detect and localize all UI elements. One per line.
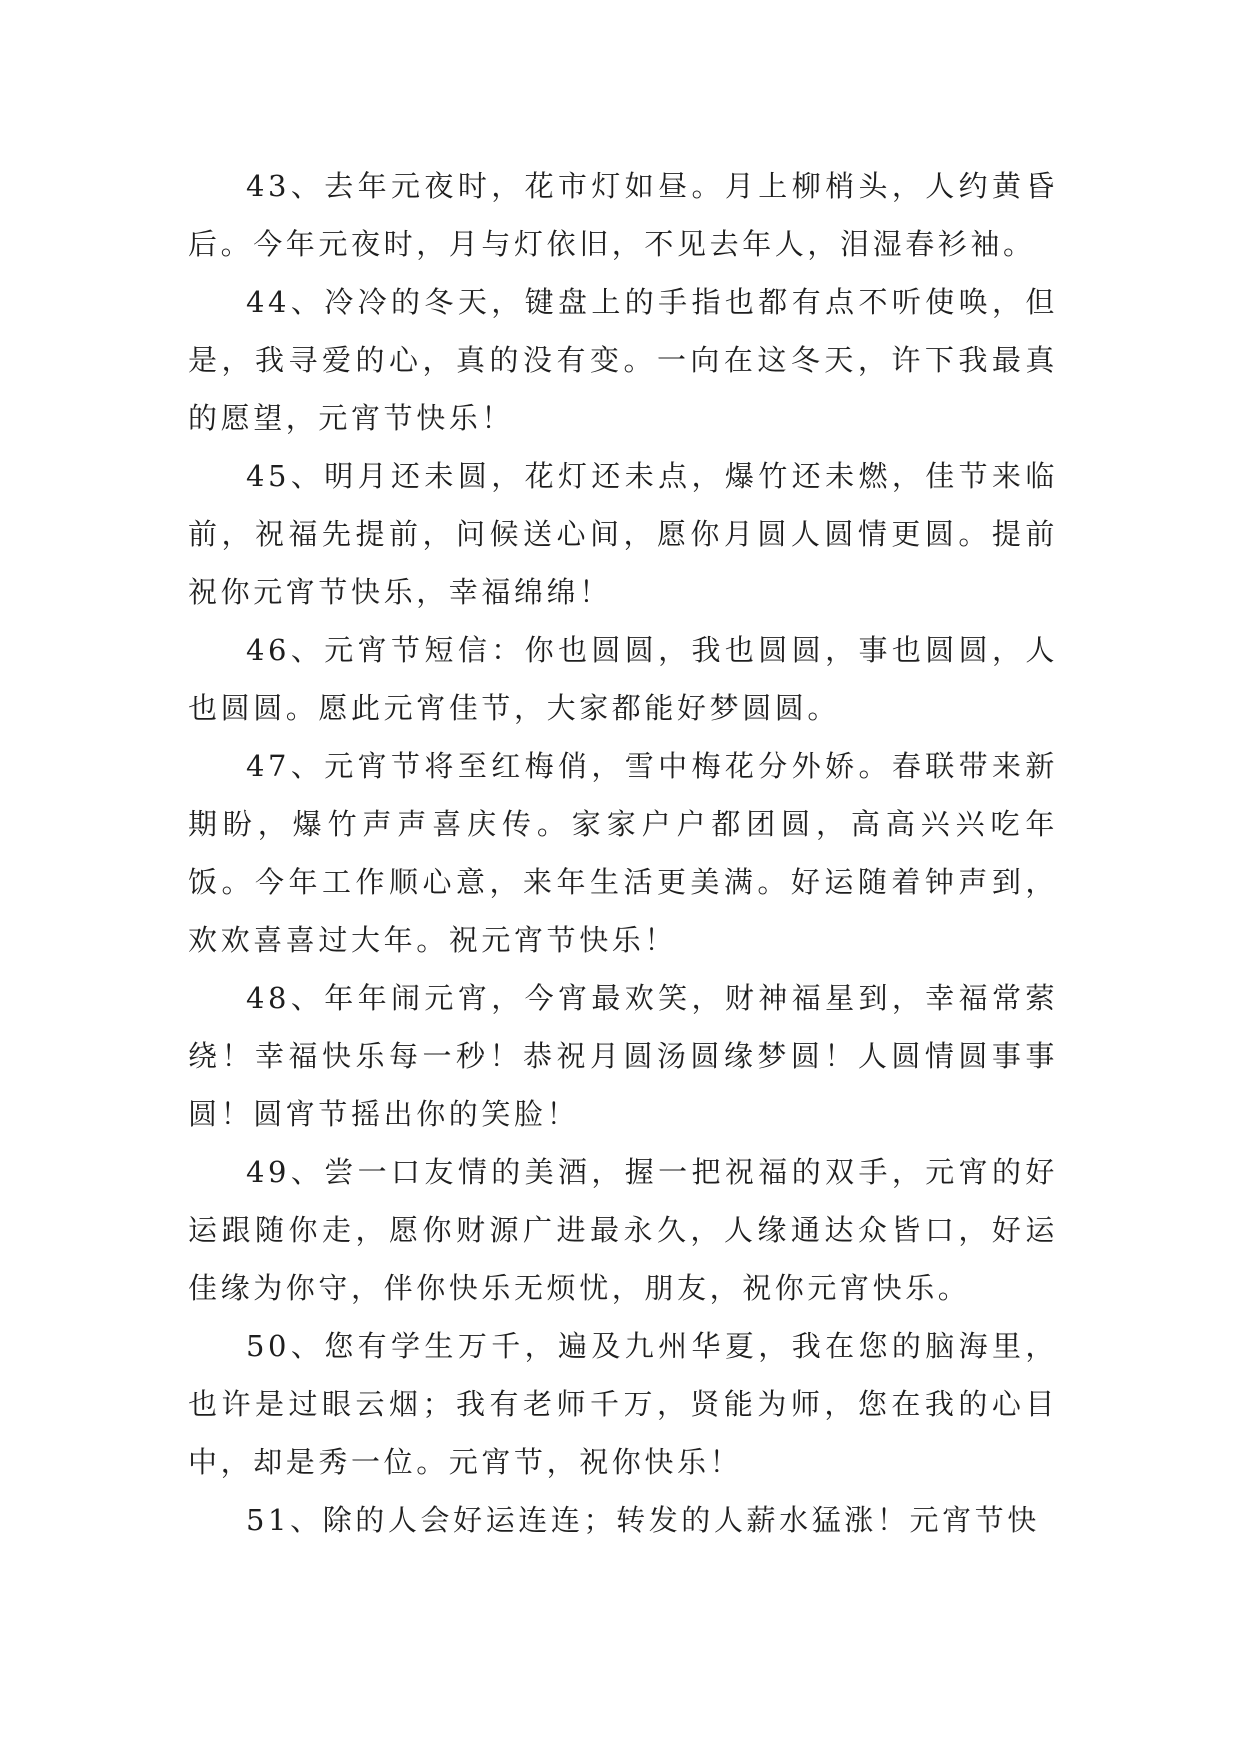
paragraph-46: 46、元宵节短信：你也圆圆，我也圆圆，事也圆圆，人也圆圆。愿此元宵佳节，大家都能好梦圆圆。 <box>188 633 1058 725</box>
document-body <box>188 157 1058 1549</box>
paragraph-51: 51、除的人会好运连连；转发的人薪水猛涨！元宵节快 <box>246 1503 1040 1537</box>
paragraph-47: 47、元宵节将至红梅俏，雪中梅花分外娇。春联带来新期盼，爆竹声声喜庆传。家家户户都团圆，高高兴兴吃年饭。今年工作顺心意，来年生活更美满。好运随着钟声到，欢欢喜喜过大年。祝元宵节快乐！ <box>188 749 1058 957</box>
paragraph-49: 49、尝一口友情的美酒，握一把祝福的双手，元宵的好运跟随你走，愿你财源广进最永久，人缘通达众皆口，好运佳缘为你守，伴你快乐无烦忧，朋友，祝你元宵快乐。 <box>188 1155 1058 1305</box>
paragraph-50: 50、您有学生万千，遍及九州华夏，我在您的脑海里，也许是过眼云烟；我有老师千万，贤能为师，您在我的心目中，却是秀一位。元宵节，祝你快乐！ <box>188 1329 1058 1479</box>
paragraph-44: 44、冷冷的冬天，键盘上的手指也都有点不听使唤，但是，我寻爱的心，真的没有变。一向在这冬天，许下我最真的愿望，元宵节快乐！ <box>188 285 1058 435</box>
paragraph-48: 48、年年闹元宵，今宵最欢笑，财神福星到，幸福常萦绕！幸福快乐每一秒！恭祝月圆汤圆缘梦圆！人圆情圆事事圆！圆宵节摇出你的笑脸！ <box>188 981 1058 1131</box>
paragraph-43: 43、去年元夜时，花市灯如昼。月上柳梢头，人约黄昏后。今年元夜时，月与灯依旧，不见去年人，泪湿春衫袖。 <box>188 169 1058 261</box>
paragraph-45: 45、明月还未圆，花灯还未点，爆竹还未燃，佳节来临前，祝福先提前，问候送心间，愿你月圆人圆情更圆。提前祝你元宵节快乐，幸福绵绵！ <box>188 459 1058 609</box>
